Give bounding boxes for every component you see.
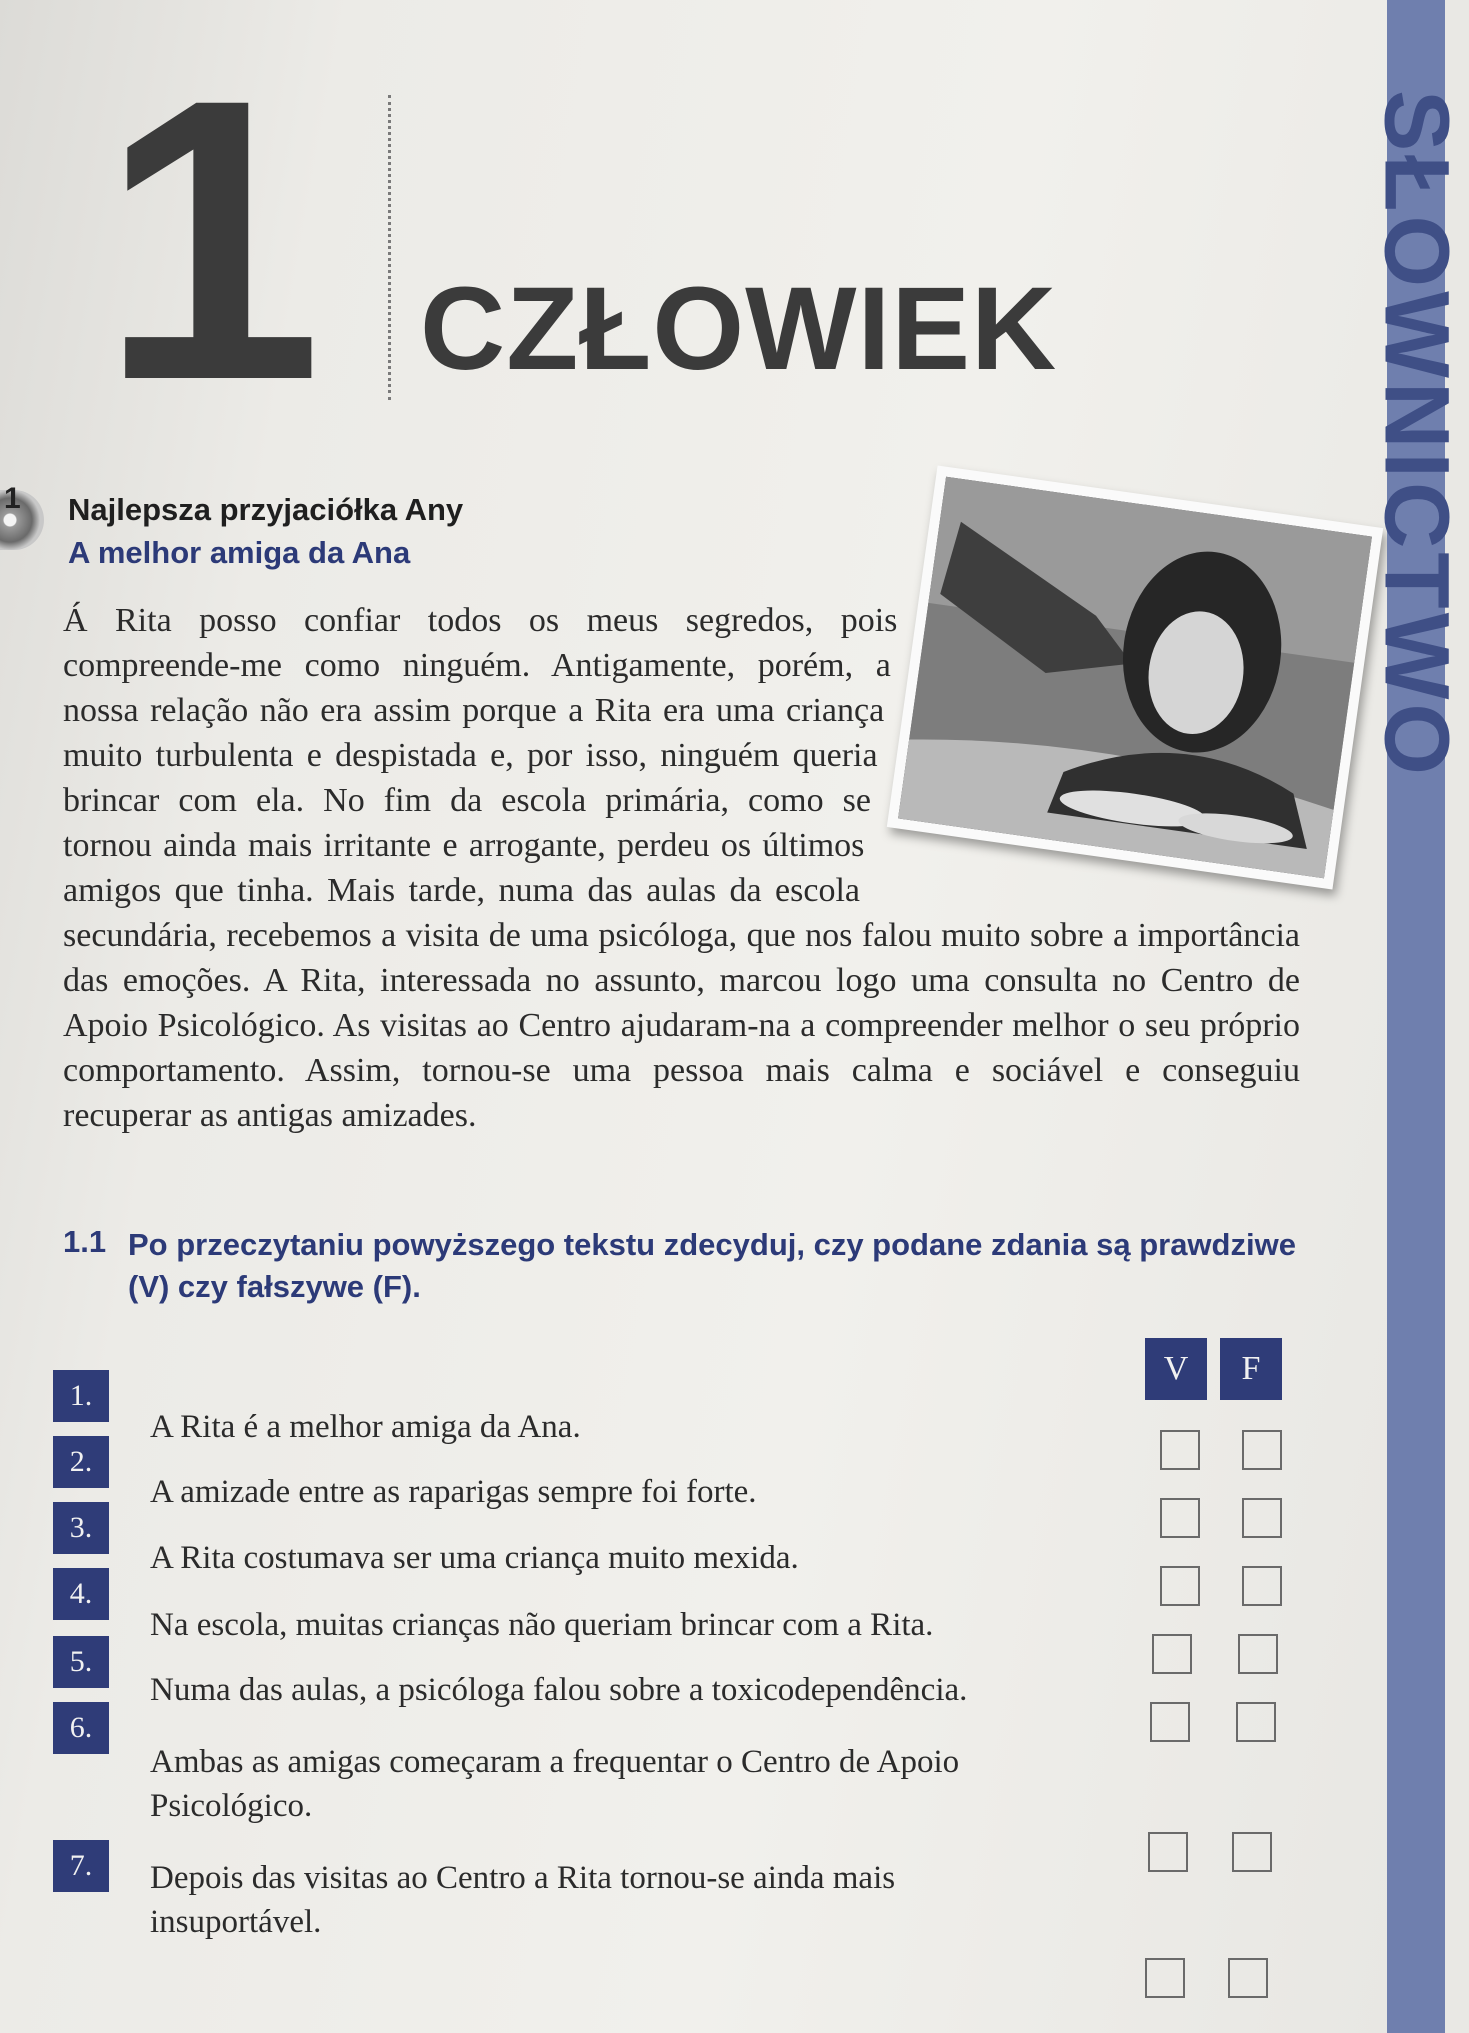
- audio-cd-icon[interactable]: [0, 482, 44, 550]
- item-number-1: 1.: [53, 1370, 109, 1422]
- item-text-2: A amizade entre as raparigas sempre foi forte.: [150, 1474, 757, 1510]
- item-7-true-checkbox[interactable]: [1145, 1958, 1185, 1998]
- item-text-7: Depois das visitas ao Centro a Rita tornou-se ainda mais insuportável.: [150, 1860, 896, 1940]
- audio-track-number: 1: [4, 482, 21, 515]
- exercise-instruction: Po przeczytaniu powyższego tekstu zdecyduj, czy podane zdania są prawdziwe (V) czy fałszywe (F).: [128, 1227, 1296, 1304]
- item-6-false-checkbox[interactable]: [1232, 1832, 1272, 1872]
- column-header-false: F: [1220, 1338, 1282, 1400]
- chapter-number: 1: [100, 16, 313, 463]
- item-number-7: 7.: [53, 1840, 109, 1892]
- item-4-false-checkbox[interactable]: [1238, 1634, 1278, 1674]
- item-number-4: 4.: [53, 1568, 109, 1620]
- reading-subtitle: A melhor amiga da Ana: [68, 535, 411, 570]
- item-4-true-checkbox[interactable]: [1152, 1634, 1192, 1674]
- item-1-true-checkbox[interactable]: [1160, 1430, 1200, 1470]
- item-text-1: A Rita é a melhor amiga da Ana.: [150, 1409, 581, 1445]
- item-3-true-checkbox[interactable]: [1160, 1566, 1200, 1606]
- item-number-5: 5.: [53, 1636, 109, 1688]
- item-3-false-checkbox[interactable]: [1242, 1566, 1282, 1606]
- reading-title: Najlepsza przyjaciółka Any: [68, 492, 464, 527]
- item-text-5: Numa das aulas, a psicóloga falou sobre a toxicodependência.: [150, 1672, 968, 1708]
- item-1-false-checkbox[interactable]: [1242, 1430, 1282, 1470]
- chapter-title: CZŁOWIEK: [420, 263, 1058, 395]
- item-number-6: 6.: [53, 1702, 109, 1754]
- item-7-false-checkbox[interactable]: [1228, 1958, 1268, 1998]
- section-side-label: SŁOWNICTWO: [1365, 90, 1468, 779]
- item-number-3: 3.: [53, 1502, 109, 1554]
- item-5-true-checkbox[interactable]: [1150, 1702, 1190, 1742]
- column-header-true: V: [1145, 1338, 1207, 1400]
- chapter-divider: [388, 95, 391, 400]
- item-text-4: Na escola, muitas crianças não queriam brincar com a Rita.: [150, 1607, 934, 1643]
- item-5-false-checkbox[interactable]: [1236, 1702, 1276, 1742]
- section-side-tab: [1365, 0, 1468, 2033]
- reading-text: Á Rita posso confiar todos os meus segredos, pois compreende-me como ninguém. Antigamente, porém, a nossa relação não era assim porque a Rita era uma criança muito turbulenta e despistada e, por isso, ninguém queria brincar com ela. No fim da escola primária, como se tornou ainda mais irritante e arrogante, perdeu os últimos amigos que tinha. Mais tarde, numa das aulas da escola secundária, recebemos a visita de uma psicóloga, que nos falou muito sobre a importância das emoções. A Rita, interessada no assunto, marcou logo uma consulta no Centro de Apoio Psicológico. As visitas ao Centro ajudaram-na a compreender melhor o seu próprio comportamento. Assim, tornou-se uma pessoa mais calma e sociável e conseguiu recuperar as antigas amizades.: [63, 602, 1300, 1134]
- item-2-true-checkbox[interactable]: [1160, 1498, 1200, 1538]
- item-6-true-checkbox[interactable]: [1148, 1832, 1188, 1872]
- photo-text-wrap: [860, 598, 1300, 898]
- reading-text-block: [63, 598, 1300, 1138]
- item-2-false-checkbox[interactable]: [1242, 1498, 1282, 1538]
- item-text-6: Ambas as amigas começaram a frequentar o Centro de Apoio Psicológico.: [150, 1744, 960, 1824]
- item-text-3: A Rita costumava ser uma criança muito mexida.: [150, 1540, 799, 1576]
- item-number-2: 2.: [53, 1436, 109, 1488]
- exercise-number: 1.1: [63, 1224, 107, 1259]
